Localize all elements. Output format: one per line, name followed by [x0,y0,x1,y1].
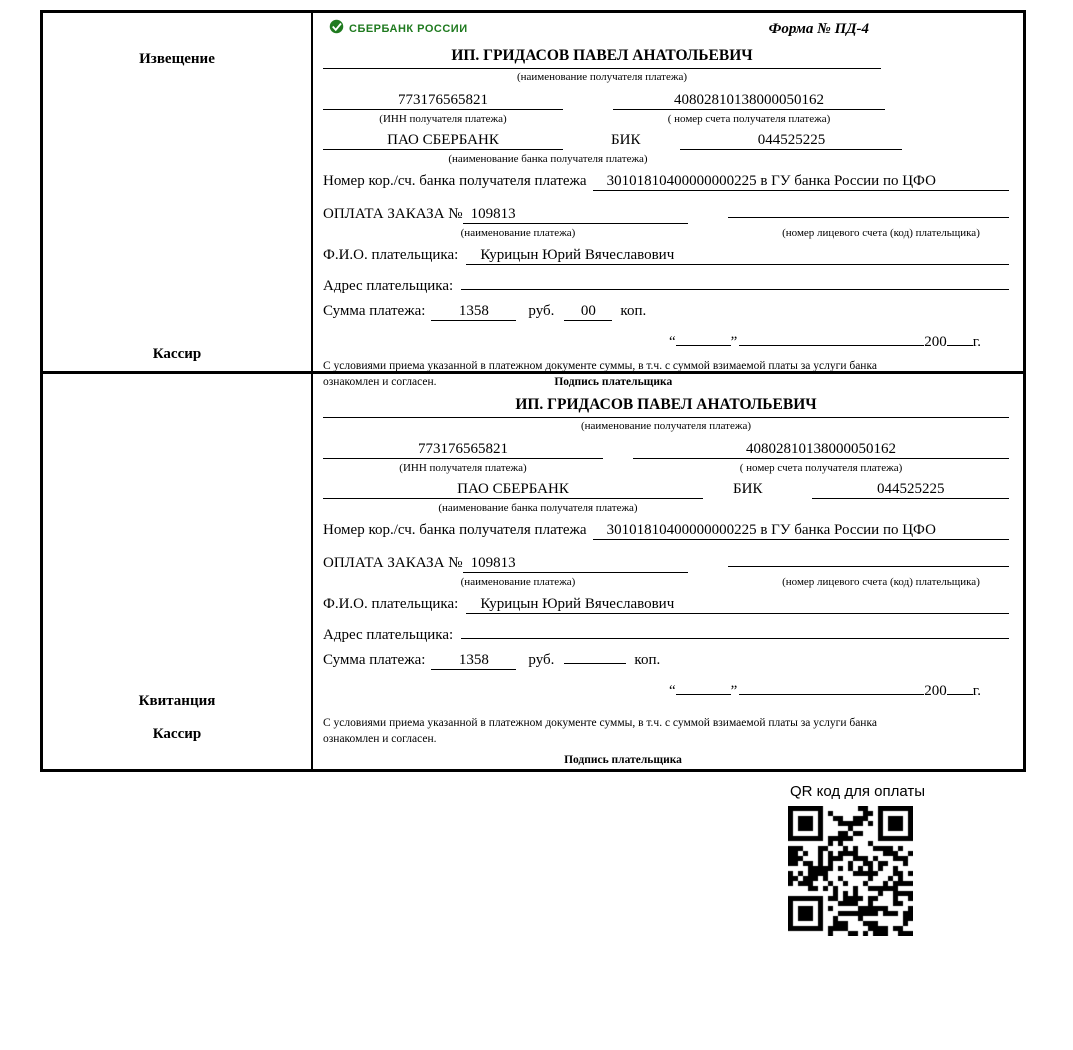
account-caption: ( номер счета получателя платежа) [739,462,903,474]
date-day-field [676,679,731,695]
rub-label: руб. [528,652,555,668]
agreement-line2: ознакомлен и согласен. [323,375,437,388]
payment-name-caption: (наименование платежа) [460,576,576,588]
corr-account-label: Номер кор./сч. банка получателя платежа [323,173,587,189]
kop-label: коп. [634,652,661,668]
bank-name-caption: (наименование банка получателя платежа) [438,502,638,514]
notice-section [43,13,1023,388]
order-number-field: 109813 [463,555,688,573]
payer-address-label: Адрес плательщика: [323,278,454,294]
payer-name-field: Курицын Юрий Вячеславович [466,247,1009,265]
sum-rub-field: 1358 [431,303,516,321]
corr-account-field: 30101810400000000225 в ГУ банка России по ЦФО [593,173,1009,191]
payer-name-field: Курицын Юрий Вячеславович [466,596,1009,614]
qr-code [788,806,913,936]
close-quote: ” [730,683,738,699]
agreement-line1: С условиями приема указанной в платежном документе суммы, в т.ч. с суммой взимаемой платы за услуги банка [323,360,877,372]
personal-account-caption: (номер лицевого счета (код) плательщика) [782,227,980,239]
agreement-line1: С условиями приема указанной в платежном документе суммы, в т.ч. с суммой взимаемой платы за услуги банка [323,717,877,729]
sum-rub-field: 1358 [431,652,516,670]
payer-name-label: Ф.И.О. плательщика: [323,596,459,612]
bik-label: БИК [733,481,763,497]
qr-label: QR код для оплаты [790,783,926,800]
sum-label: Сумма платежа: [323,652,426,668]
payment-name-label: ОПЛАТА ЗАКАЗА № [323,206,463,222]
payee-name-caption: (наименование получателя платежа) [580,420,752,432]
cashier-label: Кассир [152,346,202,362]
payer-name-label: Ф.И.О. плательщика: [323,247,459,263]
personal-account-field [728,201,1009,218]
receipt-content [313,374,1023,769]
date-row [323,330,1009,351]
sberbank-logo-icon [329,19,344,39]
receipt-section [43,371,1023,769]
form-title: Форма № ПД-4 [768,21,869,37]
cashier-label: Кассир [152,726,202,742]
bik-field: 044525225 [680,132,902,150]
notice-label: Извещение [139,51,215,67]
date-row [323,679,1009,700]
personal-account-caption: (номер лицевого счета (код) плательщика) [782,576,980,588]
inn-field: 773176565821 [323,441,603,459]
personal-account-field [728,550,1009,567]
receipt-label: Квитанция [138,693,216,709]
agreement-text [323,716,1009,747]
payee-name: ИП. ГРИДАСОВ ПАВЕЛ АНАТОЛЬЕВИЧ [323,47,881,69]
date-day-field [676,330,731,346]
close-quote: ” [730,334,738,350]
bank-name-caption: (наименование банка получателя платежа) [448,153,648,165]
inn-caption: (ИНН получателя платежа) [379,113,507,125]
date-year-field [947,330,973,346]
payer-address-field [461,273,1009,290]
sum-kop-field: 00 [564,303,612,321]
bik-label: БИК [611,132,641,148]
sberbank-logo [323,19,468,39]
date-year-field [947,679,973,695]
logo-row [323,19,1009,45]
date-month-field [739,330,924,346]
bik-field: 044525225 [812,481,1009,499]
notice-content [313,13,1023,388]
receipt-side-column [43,374,313,769]
year-prefix: 200 [924,334,947,350]
corr-account-field: 30101810400000000225 в ГУ банка России по ЦФО [593,522,1009,540]
payer-address-field [461,622,1009,639]
sberbank-logo-text: СБЕРБАНК РОССИИ [349,23,468,35]
date-month-field [739,679,924,695]
year-prefix: 200 [924,683,947,699]
account-field: 40802810138000050162 [613,92,885,110]
open-quote: “ [668,334,676,350]
qr-block [788,783,938,936]
rub-label: руб. [528,303,555,319]
signature-label: Подпись плательщика [554,375,673,388]
payment-name-label: ОПЛАТА ЗАКАЗА № [323,555,463,571]
account-caption: ( номер счета получателя платежа) [667,113,831,125]
sum-kop-field [564,663,626,664]
payee-name: ИП. ГРИДАСОВ ПАВЕЛ АНАТОЛЬЕВИЧ [323,396,1009,418]
payer-address-label: Адрес плательщика: [323,627,454,643]
open-quote: “ [668,683,676,699]
corr-account-label: Номер кор./сч. банка получателя платежа [323,522,587,538]
payment-name-caption: (наименование платежа) [460,227,576,239]
sum-label: Сумма платежа: [323,303,426,319]
notice-side-column [43,13,313,371]
inn-caption: (ИНН получателя платежа) [399,462,527,474]
bank-name-field: ПАО СБЕРБАНК [323,481,703,499]
kop-label: коп. [620,303,647,319]
payee-name-caption: (наименование получателя платежа) [516,71,688,83]
inn-field: 773176565821 [323,92,563,110]
account-field: 40802810138000050162 [633,441,1009,459]
pd4-form [40,10,1026,772]
year-suffix: г. [972,683,981,699]
order-number-field: 109813 [463,206,688,224]
agreement-line2: ознакомлен и согласен. [323,732,437,745]
year-suffix: г. [972,334,981,350]
bank-name-field: ПАО СБЕРБАНК [323,132,563,150]
signature-label: Подпись плательщика [564,754,682,767]
